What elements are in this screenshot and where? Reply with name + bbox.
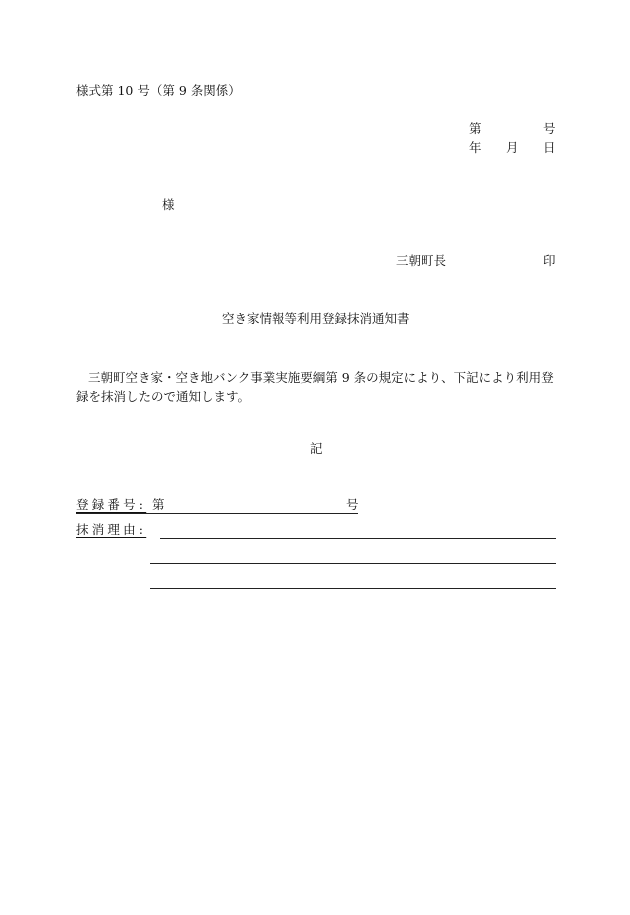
body-paragraph: 三朝町空き家・空き地バンク事業実施要綱第 9 条の規定により、下記により利用登録を抹消したので通知します。 (76, 370, 554, 404)
cancellation-reason-line (150, 563, 556, 564)
document-number-go: 号 (543, 121, 556, 136)
document-title: 空き家情報等利用登録抹消通知書 (222, 311, 410, 326)
date-month-label: 月 (506, 140, 519, 155)
registration-number-label: 登録番号: (76, 497, 147, 512)
date-day-label: 日 (543, 140, 556, 155)
seal-mark: 印 (543, 253, 556, 268)
document-number-dai: 第 (469, 121, 482, 136)
addressee-honorific: 様 (162, 197, 175, 212)
form-number: 様式第 10 号（第 9 条関係） (76, 83, 241, 98)
cancellation-reason-label: 抹消理由: (76, 522, 147, 537)
date-year-label: 年 (469, 140, 482, 155)
registration-number-line (76, 513, 358, 514)
registration-number-suffix: 号 (346, 497, 359, 512)
cancellation-reason-line (150, 588, 556, 589)
issuer-name: 三朝町長 (396, 253, 447, 268)
ki-heading: 記 (310, 441, 323, 456)
cancellation-reason-line (160, 538, 556, 539)
registration-number-prefix: 第 (152, 497, 165, 512)
